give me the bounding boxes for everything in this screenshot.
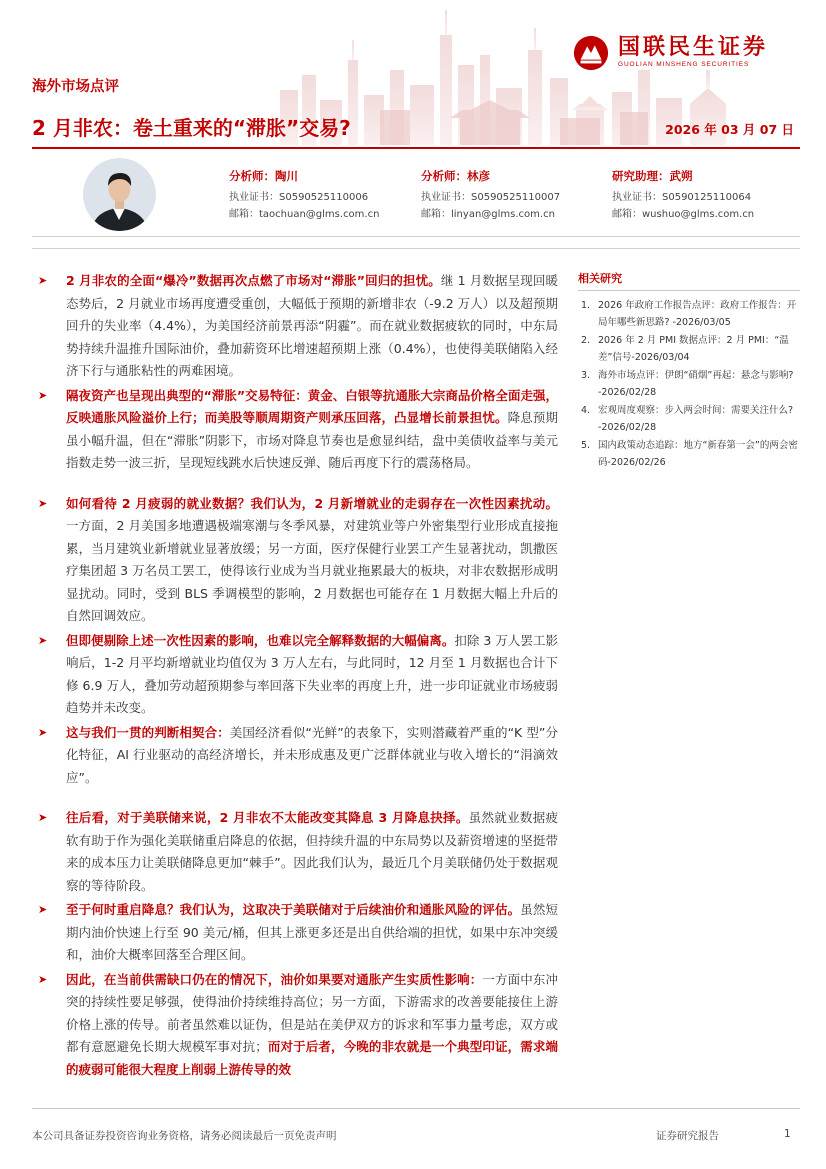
analyst-cert: S0590125110064	[662, 192, 752, 203]
footer-disclaimer: 本公司具备证券投资咨询业务资格，请务必阅读最后一页免责声明	[32, 1130, 337, 1142]
report-category: 海外市场点评	[32, 79, 119, 95]
analyst-card	[229, 168, 409, 223]
body-paragraph	[34, 493, 558, 628]
analyst-name: 武朔	[669, 169, 693, 183]
item-text: 2026 年政府工作报告点评：政府工作报告：开局年哪些新思路? -2026/03/05	[598, 300, 797, 328]
item-number: 1.	[581, 300, 591, 311]
cert-label: 执业证书：	[229, 192, 279, 203]
paragraph-lead: 但即便剔除上述一次性因素的影响，也难以完全解释数据的大幅偏离。	[66, 632, 455, 648]
arrow-right-icon: ➤	[38, 811, 48, 824]
item-number: 5.	[581, 440, 591, 451]
analyst-role: 研究助理：	[612, 169, 670, 183]
report-body	[34, 270, 558, 1081]
guolian-logo-icon	[572, 34, 610, 72]
analyst-divider-bottom	[32, 248, 800, 249]
paragraph-text: 虽然就业数据疲软有助于作为强化美联储重启降息的依据，但持续升温的中东局势以及薪资增速的坚挺带来的成本压力让美联储降息更加“棘手”。因此我们认为，最近几个月美联储仍处于数据观察的等待阶段。	[66, 810, 558, 893]
logo-name-en: GUOLIAN MINSHENG SECURITIES	[618, 61, 750, 68]
analyst-photo	[83, 158, 156, 231]
analyst-cert: S0590525110007	[471, 192, 561, 203]
related-research-item[interactable]	[578, 332, 800, 366]
item-text: 2026 年 2 月 PMI 数据点评：2 月 PMI：“温差”信号-2026/03/04	[598, 335, 789, 363]
paragraph-text: 扣除 3 万人罢工影响后，1-2 月平均新增就业均值仅为 3 万人左右，与此同时，12 月至 1 月数据也合计下修 6.9 万人，叠加劳动超预期参与率回落下失业率的再度上升，进一步印证就业市场疲弱趋势并未改变。	[66, 632, 558, 715]
cert-label: 执业证书：	[612, 192, 662, 203]
report-date: 2026 年 03 月 07 日	[665, 122, 794, 137]
arrow-right-icon: ➤	[38, 496, 48, 510]
item-number: 4.	[581, 405, 591, 416]
footer-report-type: 证券研究报告	[656, 1130, 719, 1142]
paragraph-text: 一方面，2 月美国多地遭遇极端寒潮与冬季风暴，对建筑业等户外密集型行业形成直接拖累，当月建筑业新增就业显著放缓；另一方面，医疗保健行业罢工产生显著扰动，凯撒医疗集团超 3 万名员工罢工，使得该行业成为当月就业拖累最大的板块，对非农数据形成明显扰动。同时，受到 BLS 季调模型的影响，2 月数据也可能存在 1 月数据大幅上升后的自然回调效应。	[66, 518, 558, 623]
analyst-card	[612, 168, 792, 223]
paragraph-lead: 往后看，对于美联储来说，2 月非农不太能改变其降息 3 月降息抉择。	[66, 810, 469, 825]
page-number: 1	[784, 1128, 791, 1140]
related-research-title: 相关研究	[578, 270, 800, 291]
item-number: 3.	[581, 370, 591, 381]
analyst-name: 陶川	[275, 169, 298, 183]
paragraph-lead: 如何看待 2 月疲弱的就业数据？我们认为，2 月新增就业的走弱存在一次性因素扰动。	[66, 495, 558, 511]
item-number: 2.	[581, 335, 591, 346]
arrow-right-icon: ➤	[38, 903, 48, 916]
paragraph-text: 一方面中东冲突的持续性要足够强，使得油价持续维持高位；另一方面，下游需求的改善要能接住上游价格上涨的传导。前者虽然难以证伪，但是站在美伊双方的诉求和军事力量考虑，双方或都有意愿避免长期大规模军事对抗；	[66, 971, 558, 1054]
email-label: 邮箱：	[612, 209, 642, 220]
body-paragraph	[34, 722, 558, 790]
analyst-name: 林彦	[467, 169, 490, 183]
body-paragraph	[34, 270, 558, 383]
analyst-cert: S0590525110006	[279, 192, 369, 203]
footer-divider	[32, 1108, 800, 1109]
header-divider	[32, 147, 800, 149]
paragraph-lead: 2 月非农的全面“爆冷”数据再次点燃了市场对“滞胀”回归的担忧。	[66, 273, 441, 288]
paragraph-lead: 因此，在当前供需缺口仍在的情况下，油价如果要对通胀产生实质性影响：	[66, 971, 483, 987]
analyst-role: 分析师：	[229, 169, 275, 183]
body-paragraph	[34, 630, 558, 720]
arrow-right-icon: ➤	[38, 725, 48, 739]
paragraph-text: 美国经济看似“光鲜”的表象下，实则潜藏着严重的“K 型”分化特征，AI 行业驱动的高经济增长，并未形成惠及更广泛群体就业与收入增长的“涓滴效应”。	[66, 724, 558, 785]
body-paragraph	[34, 899, 558, 967]
related-research	[578, 270, 800, 472]
body-paragraph	[34, 969, 558, 1082]
item-text: 海外市场点评：伊朗“硝烟”再起：悬念与影响? -2026/02/28	[598, 370, 794, 398]
analyst-email[interactable]: taochuan@glms.com.cn	[259, 209, 380, 220]
email-label: 邮箱：	[229, 209, 259, 220]
related-research-item[interactable]	[578, 402, 800, 436]
email-label: 邮箱：	[421, 209, 451, 220]
analyst-card	[421, 168, 601, 223]
paragraph-lead: 隔夜资产也呈现出典型的“滞胀”交易特征：黄金、白银等抗通胀大宗商品价格全面走强，反映通胀风险溢价上行；而美股等顺周期资产则承压回落，凸显增长前景担忧。	[66, 387, 558, 425]
arrow-right-icon: ➤	[38, 388, 48, 402]
logo-name-cn: 国联民生证券	[618, 35, 769, 60]
arrow-right-icon: ➤	[38, 972, 48, 986]
related-research-item[interactable]	[578, 367, 800, 401]
brand-logo	[572, 32, 812, 74]
analyst-email[interactable]: wushuo@glms.com.cn	[642, 209, 755, 220]
related-research-item[interactable]	[578, 297, 800, 331]
paragraph-lead: 至于何时重启降息？我们认为，这取决于美联储对于后续油价和通胀风险的评估。	[66, 902, 521, 917]
body-paragraph	[34, 807, 558, 897]
item-text: 国内政策动态追踪：地方“新春第一会”的两会密码-2026/02/26	[598, 440, 798, 468]
paragraph-text: 降息预期虽小幅升温，但在“滞胀”阴影下，市场对降息节奏也是愈显纠结，盘中美债收益率与美元指数走势一波三折，呈现短线跳水后快速反弹、随后再度下行的震荡格局。	[66, 410, 558, 470]
paragraph-lead: 这与我们一贯的判断相契合：	[66, 724, 230, 740]
paragraph-emphasis: 而对于后者，今晚的非农就是一个典型印证，需求端的疲弱可能很大程度上削弱上游传导的效	[66, 1039, 558, 1077]
analyst-role: 分析师：	[421, 169, 467, 183]
related-research-item[interactable]	[578, 437, 800, 471]
body-paragraph	[34, 385, 558, 475]
arrow-right-icon: ➤	[38, 633, 48, 647]
arrow-right-icon: ➤	[38, 274, 48, 287]
report-title: 2 月非农：卷土重来的“滞胀”交易?	[32, 116, 351, 140]
analyst-divider-top	[32, 236, 800, 237]
paragraph-text: 虽然短期内油价快速上行至 90 美元/桶，但其上涨更多还是出自供给端的担忧，如果中东冲突缓和，油价大概率回落至合理区间。	[66, 902, 558, 962]
analyst-email[interactable]: linyan@glms.com.cn	[451, 209, 555, 220]
paragraph-text: 继 1 月数据呈现回暖态势后，2 月就业市场再度遭受重创，大幅低于预期的新增非农（-9.2 万人）以及超预期回升的失业率（4.4%），为美国经济前景再添“阴霾”。而在就业数据疲软的同时，中东局势持续升温推升国际油价，叠加薪资环比增速超预期上涨（0.4%），也使得美联储陷入经济下行与通胀粘性的两难困境。	[66, 273, 558, 378]
item-text: 宏观周度观察：步入两会时间：需要关注什么? -2026/02/28	[598, 405, 794, 433]
cert-label: 执业证书：	[421, 192, 471, 203]
